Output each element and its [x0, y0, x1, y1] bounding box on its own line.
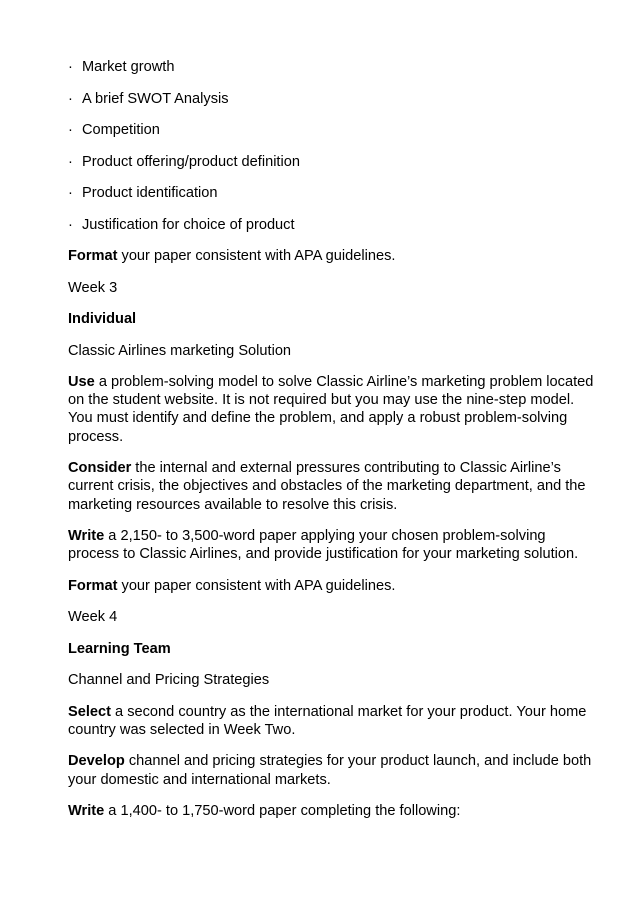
assignment-title: Classic Airlines marketing Solution [68, 342, 292, 359]
assignment-type: Learning Team [68, 640, 171, 657]
develop-keyword: Develop [68, 753, 125, 770]
write-text: a 1,400- to 1,750-word paper completing the following: [104, 803, 461, 820]
write-instruction [68, 802, 596, 820]
bullet-item [68, 153, 596, 171]
paragraph-line: Develop channel and pricing strategies for your product launch, and include both [68, 753, 592, 770]
paragraph-line: process to Classic Airlines, and provide justification for your marketing solution. [68, 546, 579, 563]
bullet-text: Product identification [82, 185, 218, 201]
paragraph-line: country was selected in Week Two. [68, 721, 296, 738]
paragraph-line: Use a problem-solving model to solve Classic Airline’s marketing problem located [68, 374, 594, 390]
format-keyword: Format [68, 248, 118, 264]
paragraph-line: your domestic and international markets. [68, 771, 331, 788]
format-instruction [68, 577, 596, 595]
bullet-text: Market growth [82, 59, 175, 75]
bullet-item [68, 216, 596, 234]
format-text: your paper consistent with APA guidelines. [117, 248, 396, 264]
assignment-title: Channel and Pricing Strategies [68, 672, 270, 689]
paragraph-line: marketing resources available to resolve this crisis. [68, 496, 398, 513]
select-keyword: Select [68, 703, 111, 720]
bullet-item [68, 90, 596, 108]
format-instruction [68, 247, 596, 265]
paragraph-line: You must identify and define the problem, and apply a robust problem-solving [68, 410, 568, 427]
bullet-item [68, 121, 596, 139]
bullet-dot: · [68, 185, 73, 201]
consider-keyword: Consider [68, 460, 132, 477]
bullet-text: A brief SWOT Analysis [82, 90, 229, 107]
write-keyword: Write [68, 803, 105, 820]
paragraph-line: current crisis, the objectives and obstacles of the marketing department, and the [68, 478, 586, 495]
bullet-text: Product offering/product definition [82, 153, 300, 170]
document-page [68, 58, 596, 834]
bullet-dot: · [68, 90, 73, 107]
bullet-text: Competition [82, 122, 160, 138]
select-paragraph [68, 703, 596, 739]
bullet-item [68, 58, 596, 76]
format-text: your paper consistent with APA guidelines. [117, 577, 396, 594]
assignment-type: Individual [68, 311, 137, 327]
consider-paragraph [68, 459, 596, 514]
bullet-dot: · [68, 216, 73, 233]
paragraph-line: Consider the internal and external pressures contributing to Classic Airline’s [68, 460, 561, 477]
bullet-dot: · [68, 153, 73, 170]
paragraph-line: process. [68, 428, 124, 445]
week-heading: Week 3 [68, 279, 118, 296]
paragraph-line: Select a second country as the international market for your product. Your home [68, 703, 587, 720]
format-keyword: Format [68, 577, 118, 594]
bullet-item [68, 184, 596, 202]
write-paragraph [68, 527, 596, 563]
week-heading: Week 4 [68, 609, 118, 626]
bullet-dot: · [68, 122, 73, 138]
use-keyword: Use [68, 374, 95, 390]
paragraph-line: on the student website. It is not required but you may use the nine-step model. [68, 392, 575, 409]
write-keyword: Write [68, 528, 105, 545]
bullet-dot: · [68, 59, 73, 75]
develop-paragraph [68, 752, 596, 788]
bullet-text: Justification for choice of product [82, 216, 295, 233]
use-paragraph [68, 373, 596, 446]
paragraph-line: Write a 2,150- to 3,500-word paper applying your chosen problem-solving [68, 528, 546, 545]
